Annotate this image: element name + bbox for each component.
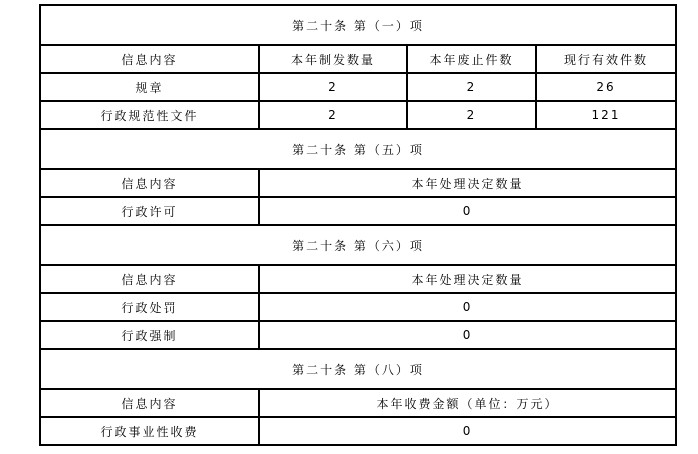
section-3-title-row — [40, 225, 676, 265]
row-label: 行政强制 — [40, 321, 259, 349]
article-20-report — [39, 4, 675, 446]
row-label: 规章 — [40, 73, 259, 101]
row-label: 行政处罚 — [40, 293, 259, 321]
column-header: 信息内容 — [40, 169, 259, 197]
column-header: 本年收费金额（单位：万元） — [259, 389, 676, 417]
column-header: 信息内容 — [40, 389, 259, 417]
section-1-title-row — [40, 5, 676, 45]
table-row — [40, 101, 676, 129]
table-row — [40, 321, 676, 349]
table-row — [40, 73, 676, 101]
cell-value: 0 — [259, 417, 676, 445]
cell-value: 2 — [259, 101, 407, 129]
section-title: 第二十条 第（六）项 — [40, 225, 676, 265]
column-header: 本年废止件数 — [407, 45, 536, 73]
section-2-header-row — [40, 169, 676, 197]
cell-value: 2 — [259, 73, 407, 101]
section-3-header-row — [40, 265, 676, 293]
row-label: 行政事业性收费 — [40, 417, 259, 445]
article-20-report-table — [39, 4, 677, 446]
column-header: 现行有效件数 — [536, 45, 676, 73]
column-header: 本年制发数量 — [259, 45, 407, 73]
cell-value: 0 — [259, 321, 676, 349]
section-2-title-row — [40, 129, 676, 169]
table-row — [40, 293, 676, 321]
cell-value: 2 — [407, 73, 536, 101]
section-4-header-row — [40, 389, 676, 417]
section-title: 第二十条 第（五）项 — [40, 129, 676, 169]
row-label: 行政规范性文件 — [40, 101, 259, 129]
cell-value: 0 — [259, 197, 676, 225]
column-header: 信息内容 — [40, 265, 259, 293]
column-header: 本年处理决定数量 — [259, 169, 676, 197]
section-1-header-row — [40, 45, 676, 73]
section-title: 第二十条 第（八）项 — [40, 349, 676, 389]
section-title: 第二十条 第（一）项 — [40, 5, 676, 45]
table-row — [40, 417, 676, 445]
column-header: 本年处理决定数量 — [259, 265, 676, 293]
cell-value: 26 — [536, 73, 676, 101]
column-header: 信息内容 — [40, 45, 259, 73]
cell-value: 0 — [259, 293, 676, 321]
cell-value: 2 — [407, 101, 536, 129]
cell-value: 121 — [536, 101, 676, 129]
table-row — [40, 197, 676, 225]
row-label: 行政许可 — [40, 197, 259, 225]
section-4-title-row — [40, 349, 676, 389]
